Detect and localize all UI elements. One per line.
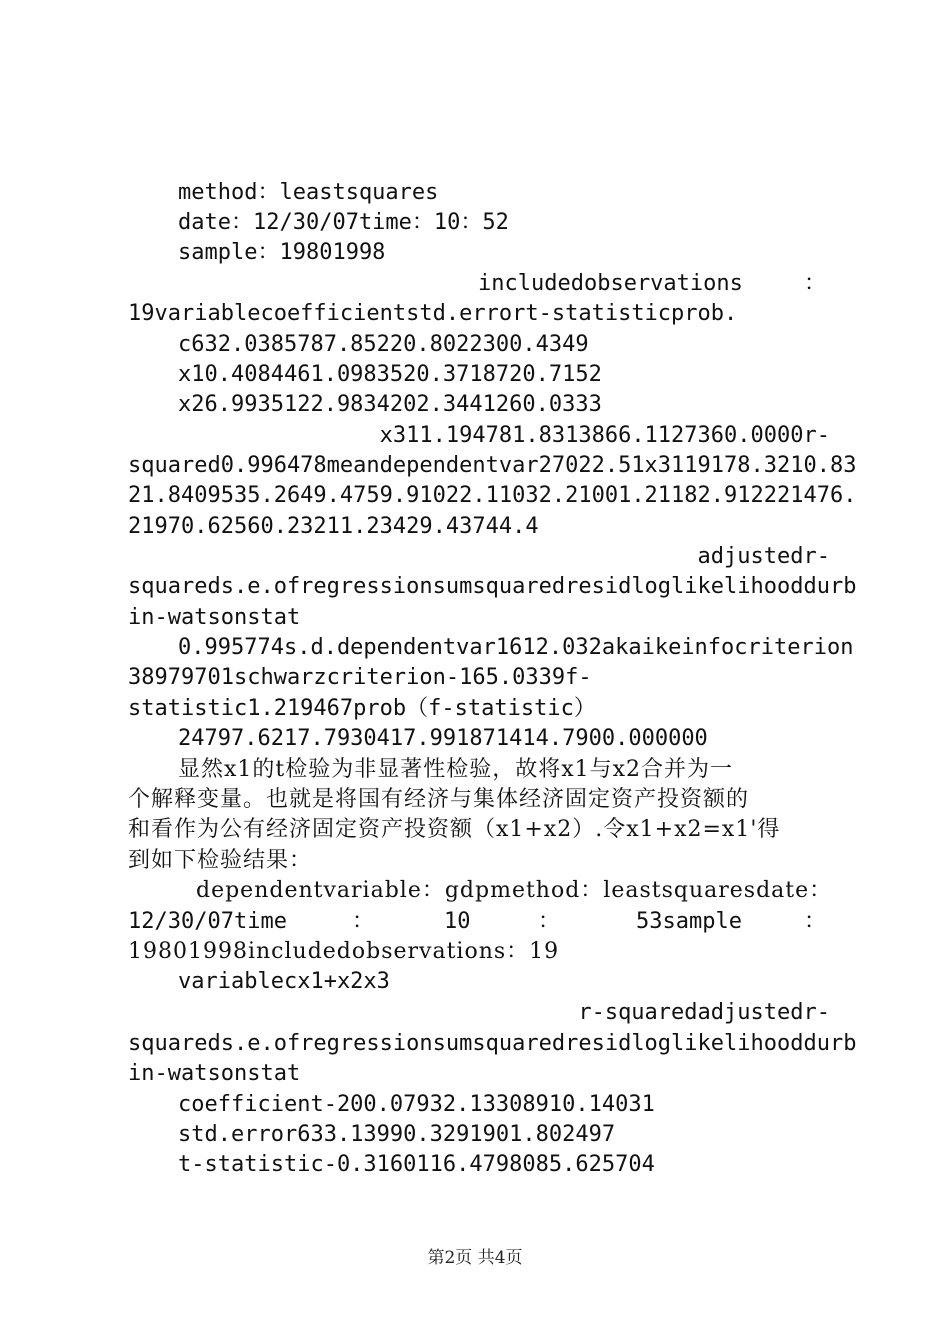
text-line: 21970.62560.23211.23429.43744.4 bbox=[128, 514, 539, 539]
text-line: 10 bbox=[444, 909, 471, 934]
text-line: std.error633.13990.3291901.802497 bbox=[178, 1122, 616, 1147]
text-line: x26.9935122.9834202.3441260.0333 bbox=[178, 392, 602, 417]
text-line: sample：19801998 bbox=[178, 240, 386, 265]
text-line: adjustedr- bbox=[697, 544, 830, 569]
text-line: 个解释变量。也就是将国有经济与集体经济固定资产投资额的 bbox=[128, 787, 750, 812]
text-line: method：leastsquares bbox=[178, 180, 439, 205]
text-line: 显然x1的t检验为非显著性检验，故将x1与x2合并为一 bbox=[178, 757, 734, 782]
text-line: 到如下检验结果： bbox=[128, 848, 313, 873]
text-line: 38979701schwarzcriterion-165.0339f- bbox=[128, 665, 592, 690]
text-line: 21.8409535.2649.4759.91022.11032.21001.21182.912221476. bbox=[128, 483, 857, 508]
text-line: 19801998includedobservations：19 bbox=[128, 939, 560, 964]
page-footer: 第2页 共4页 bbox=[427, 1248, 523, 1268]
text-line: ： bbox=[538, 909, 561, 934]
text-line: x311.194781.8313866.1127360.0000r- bbox=[379, 423, 830, 448]
text-line: 19variablecoefficientstd.errort-statisticprob. bbox=[128, 301, 738, 326]
text-line: coefficient-200.07932.13308910.14031 bbox=[178, 1092, 655, 1117]
text-line: ： bbox=[804, 909, 827, 934]
text-line: in-watsonstat bbox=[128, 605, 301, 630]
text-line: dependentvariable：gdpmethod：leastsquaresdate： bbox=[196, 878, 833, 903]
text-line: statistic1.219467prob（f-statistic） bbox=[128, 696, 596, 721]
text-line: c632.0385787.85220.8022300.4349 bbox=[178, 332, 589, 357]
text-line: 24797.6217.7930417.991871414.7900.000000 bbox=[178, 726, 708, 751]
text-line: ： bbox=[352, 909, 375, 934]
text-line: 53sample bbox=[636, 909, 742, 934]
text-line: date：12/30/07time：10：52 bbox=[178, 210, 509, 235]
text-line: t-statistic-0.3160116.4798085.625704 bbox=[178, 1152, 655, 1177]
text-line: variablecx1+x2x3 bbox=[178, 969, 390, 994]
text-line: in-watsonstat bbox=[128, 1061, 301, 1086]
text-line: includedobservations bbox=[478, 271, 743, 296]
text-line: squareds.e.ofregressionsumsquaredresidloglikelihooddurb bbox=[128, 574, 857, 599]
text-line: x10.4084461.0983520.3718720.7152 bbox=[178, 362, 602, 387]
text-line: squared0.996478meandependentvar27022.51x3119178.3210.83 bbox=[128, 453, 857, 478]
text-line: 0.995774s.d.dependentvar1612.032akaikeinfocriterion bbox=[178, 635, 854, 660]
text-line: ： bbox=[804, 271, 827, 296]
text-line: 12/30/07time bbox=[128, 909, 287, 934]
text-line: r-squaredadjustedr- bbox=[578, 1000, 830, 1025]
text-line: 和看作为公有经济固定资产投资额（x1+x2）.令x1+x2=x1'得 bbox=[128, 817, 781, 842]
text-line: squareds.e.ofregressionsumsquaredresidloglikelihooddurb bbox=[128, 1031, 857, 1056]
